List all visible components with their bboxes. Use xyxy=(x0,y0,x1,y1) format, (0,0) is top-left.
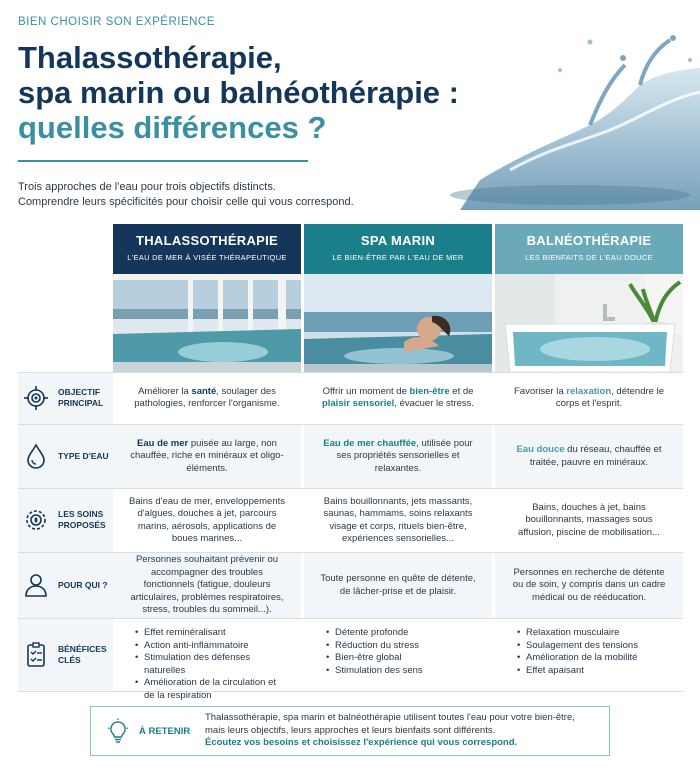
cell-highlight: Eau de mer xyxy=(137,437,189,449)
intro-text xyxy=(18,180,354,210)
cell-text: , utilisée pour ses propriétés sensorielles et relaxantes. xyxy=(336,437,473,474)
cell-highlight: bien-être xyxy=(409,385,450,397)
cell-eau-thalasso xyxy=(113,425,301,488)
retain-label: À RETENIR xyxy=(139,725,191,737)
cell-text: Offrir un moment de xyxy=(322,385,410,397)
cell-highlight: plaisir sensoriel xyxy=(321,398,395,409)
column-subtitle: LES BIENFAITS DE L'EAU DOUCE xyxy=(525,253,653,262)
cell-text: , détendre le corps et l'esprit. xyxy=(555,385,664,409)
checklist-icon xyxy=(22,641,50,669)
cell-text: Bains, douches à jet, bains bouillonnants, massages sous affusion, piscine de mobilisation... xyxy=(518,501,660,538)
cell-text: Bains d'eau de mer, enveloppements d'algues, douches à jet, parcours marins, aérosols, applications de boues marines... xyxy=(128,495,286,544)
cell-soins-spa xyxy=(304,489,492,552)
cell-text: Toute personne en quête de détente, de lâcher-prise et de plaisir. xyxy=(320,573,476,597)
retain-line-2: mais leurs objectifs, leurs approches et leurs bienfaits sont différents. xyxy=(205,724,496,736)
retain-box xyxy=(90,706,610,756)
cell-pourqui-spa xyxy=(304,553,492,618)
intro-line-1: Trois approches de l'eau pour trois objectifs distincts. xyxy=(18,181,276,193)
list-item: • Bien-être global xyxy=(326,652,423,665)
title-line-3: quelles différences ? xyxy=(18,110,327,145)
cell-text: Améliorer la xyxy=(138,385,192,397)
column-header-spa-marin xyxy=(304,224,492,274)
row-label-text: BÉNÉFICES CLÉS xyxy=(58,644,107,665)
row-label-benefices xyxy=(18,618,113,692)
lightbulb-icon xyxy=(105,718,131,744)
title-divider xyxy=(18,160,308,162)
row-label-pourqui xyxy=(18,552,113,618)
list-item: • Action anti-inflammatoire xyxy=(135,640,287,653)
cell-objectif-thalasso xyxy=(113,372,301,424)
column-title: BALNÉOTHÉRAPIE xyxy=(526,233,652,248)
cell-eau-balneo xyxy=(495,425,683,488)
intro-line-2: Comprendre leurs spécificités pour choisir celle qui vous correspond. xyxy=(18,196,354,208)
balneo-bath-photo xyxy=(495,274,683,372)
list-item: • Effet apaisant xyxy=(517,665,638,678)
target-icon xyxy=(22,384,50,412)
cell-pourqui-thalasso xyxy=(113,553,301,618)
list-item: • Amélioration de la circulation et de la respiration xyxy=(135,677,287,702)
row-label-text: OBJECTIF PRINCIPAL xyxy=(58,387,104,408)
column-title: SPA MARIN xyxy=(360,233,436,248)
cell-eau-spa xyxy=(304,425,492,488)
list-item: • Réduction du stress xyxy=(326,640,423,653)
cell-objectif-balneo xyxy=(495,372,683,424)
list-item: • Relaxation musculaire xyxy=(517,627,638,640)
cell-text: , évacuer le stress. xyxy=(394,398,475,409)
row-label-objectif xyxy=(18,372,113,424)
cell-text: Favoriser la xyxy=(514,385,567,397)
list-item: • Stimulation des sens xyxy=(326,665,423,678)
cell-pourqui-balneo xyxy=(495,553,683,618)
benefits-list xyxy=(326,627,423,677)
kicker: BIEN CHOISIR SON EXPÉRIENCE xyxy=(18,16,215,28)
spa-marin-woman-photo xyxy=(304,274,492,372)
cell-highlight: relaxation xyxy=(566,385,612,397)
spa-gear-icon xyxy=(22,506,50,534)
cell-text: du réseau, chauffée et traitée, pauvre en minéraux. xyxy=(529,444,662,468)
cell-highlight: Eau douce xyxy=(516,444,565,455)
list-item: • Stimulation des défenses naturelles xyxy=(135,652,287,677)
column-subtitle: L'EAU DE MER À VISÉE THÉRAPEUTIQUE xyxy=(127,253,287,262)
water-splash-image xyxy=(440,30,700,210)
cell-objectif-spa xyxy=(304,372,492,424)
cell-benefices-balneo xyxy=(495,619,683,692)
list-item: • Détente profonde xyxy=(326,627,423,640)
cell-text: , soulager des pathologies, renforcer l'organisme. xyxy=(134,385,280,409)
retain-text xyxy=(205,712,575,750)
cell-soins-thalasso xyxy=(113,489,301,552)
row-label-text: LES SOINS PROPOSÉS xyxy=(58,509,106,530)
title-line-1: Thalassothérapie, xyxy=(18,40,282,75)
benefits-list xyxy=(517,627,638,677)
thalasso-pool-photo xyxy=(113,274,301,372)
list-item: • Soulagement des tensions xyxy=(517,640,638,653)
column-title: THALASSOTHÉRAPIE xyxy=(135,233,279,248)
person-icon xyxy=(22,571,50,599)
row-label-eau xyxy=(18,424,113,488)
cell-soins-balneo xyxy=(495,489,683,552)
column-header-balneo xyxy=(495,224,683,274)
retain-line-3: Écoutez vos besoins et choisissez l'expérience qui vous correspond. xyxy=(205,737,518,749)
cell-highlight: santé xyxy=(191,385,217,397)
benefits-list xyxy=(135,627,287,702)
cell-text: Bains bouillonnants, jets massants, saunas, hammams, soins relaxants visage et corps, rituels bien-être, expériences sensorielles... xyxy=(323,495,473,544)
title-line-2: spa marin ou balnéothérapie : xyxy=(18,75,459,110)
water-drop-icon xyxy=(22,442,50,470)
cell-benefices-thalasso xyxy=(113,619,301,701)
cell-highlight: Eau de mer chauffée xyxy=(323,437,417,449)
cell-text: Personnes souhaitant prévenir ou accompagner des troubles fonctionnels (fatigue, douleurs articulaires, problèmes respiratoires, stress, troubles du sommeil...). xyxy=(130,554,284,616)
cell-benefices-spa xyxy=(304,619,492,692)
cell-text: puisée au large, non chauffée, riche en minéraux et oligo-éléments. xyxy=(130,437,284,474)
row-label-text: TYPE D'EAU xyxy=(58,450,109,461)
column-header-thalasso xyxy=(113,224,301,274)
list-item: • Amélioration de la mobilité xyxy=(517,652,638,665)
page-title xyxy=(18,40,459,145)
row-label-soins xyxy=(18,488,113,552)
row-label-text: POUR QUI ? xyxy=(58,579,108,590)
list-item: • Effet reminéralisant xyxy=(135,627,287,640)
cell-text: Personnes en recherche de détente ou de soin, y compris dans un cadre médical ou de rééducation. xyxy=(512,566,666,603)
column-subtitle: LE BIEN-ÊTRE PAR L'EAU DE MER xyxy=(332,253,464,262)
retain-line-1: Thalassothérapie, spa marin et balnéothérapie utilisent toutes l'eau pour votre bien-être, xyxy=(205,712,575,724)
cell-text: et de xyxy=(449,385,474,397)
